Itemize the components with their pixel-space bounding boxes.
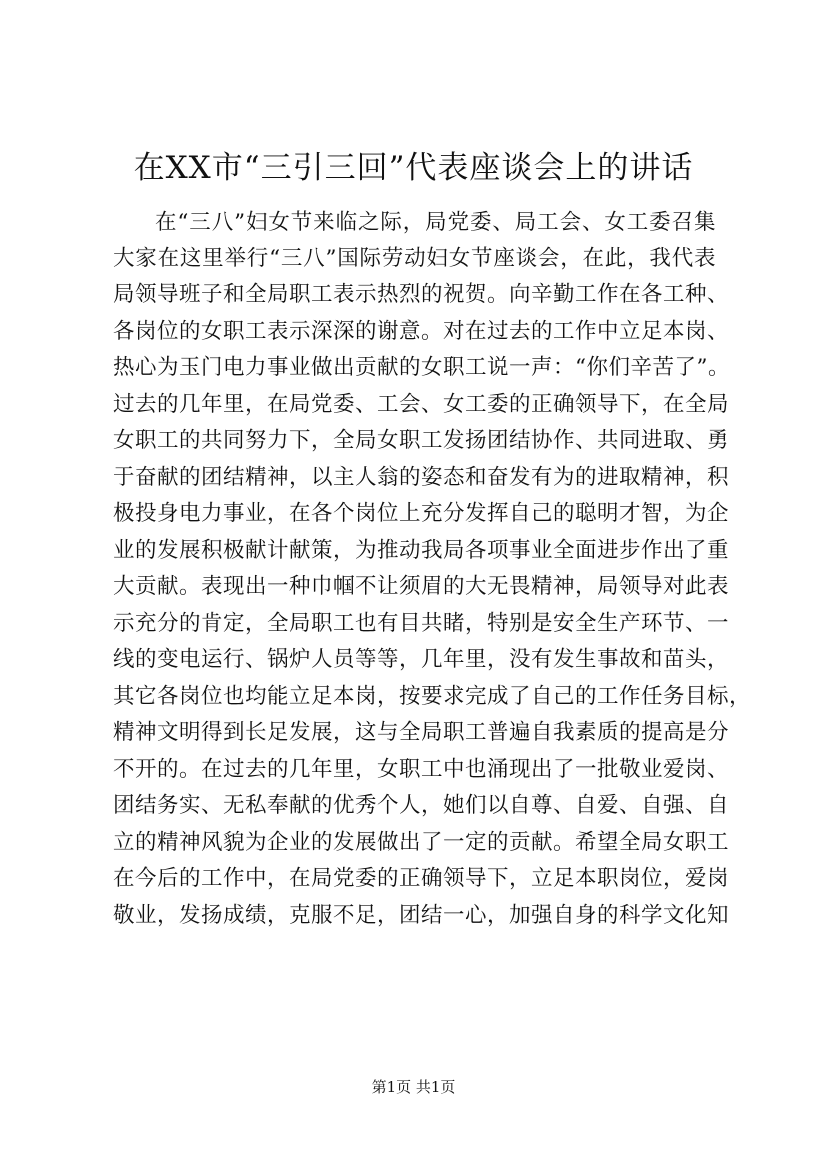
body-line: 团结务实、无私奉献的优秀个人，她们以自尊、自爱、自强、自: [113, 793, 730, 818]
body-line: 于奋献的团结精神，以主人翁的姿态和奋发有为的进取精神，积: [113, 465, 730, 490]
body-line: 其它各岗位也均能立足本岗，按要求完成了自己的工作任务目标，: [113, 684, 752, 709]
body-line: 女职工的共同努力下，全局女职工发扬团结协作、共同进取、勇: [113, 428, 730, 453]
body-line: 大贡献。表现出一种巾帼不让须眉的大无畏精神，局领导对此表: [113, 574, 730, 599]
body-line: 各岗位的女职工表示深深的谢意。对在过去的工作中立足本岗、: [113, 319, 730, 344]
body-line: 在今后的工作中，在局党委的正确领导下，立足本职岗位，爱岗: [113, 866, 730, 891]
body-line: 立的精神风貌为企业的发展做出了一定的贡献。希望全局女职工: [113, 830, 730, 855]
body-line: 敬业，发扬成绩，克服不足，团结一心，加强自身的科学文化知: [113, 903, 730, 928]
body-line: 示充分的肯定，全局职工也有目共睹，特别是安全生产环节、一: [113, 611, 730, 636]
body-line: 极投身电力事业，在各个岗位上充分发挥自己的聪明才智，为企: [113, 501, 730, 526]
body-line: 业的发展积极献计献策，为推动我局各项事业全面进步作出了重: [113, 538, 730, 563]
body-line: 在“三八”妇女节来临之际，局党委、局工会、女工委召集: [155, 210, 716, 235]
body-line: 过去的几年里，在局党委、工会、女工委的正确领导下，在全局: [113, 392, 730, 417]
body-line: 不开的。在过去的几年里，女职工中也涌现出了一批敬业爱岗、: [113, 757, 730, 782]
body-line: 大家在这里举行“三八”国际劳动妇女节座谈会，在此，我代表: [113, 246, 716, 271]
body-line: 线的变电运行、锅炉人员等等，几年里，没有发生事故和苗头，: [113, 647, 730, 672]
body-line: 局领导班子和全局职工表示热烈的祝贺。向辛勤工作在各工种、: [113, 282, 730, 307]
page-number-footer: 第1页 共1页: [371, 1078, 456, 1096]
body-line: 热心为玉门电力事业做出贡献的女职工说一声：“你们辛苦了”。: [113, 355, 730, 380]
body-line: 精神文明得到长足发展，这与全局职工普遍自我素质的提高是分: [113, 720, 730, 745]
document-title: 在XX市“三引三回”代表座谈会上的讲话: [133, 150, 694, 186]
